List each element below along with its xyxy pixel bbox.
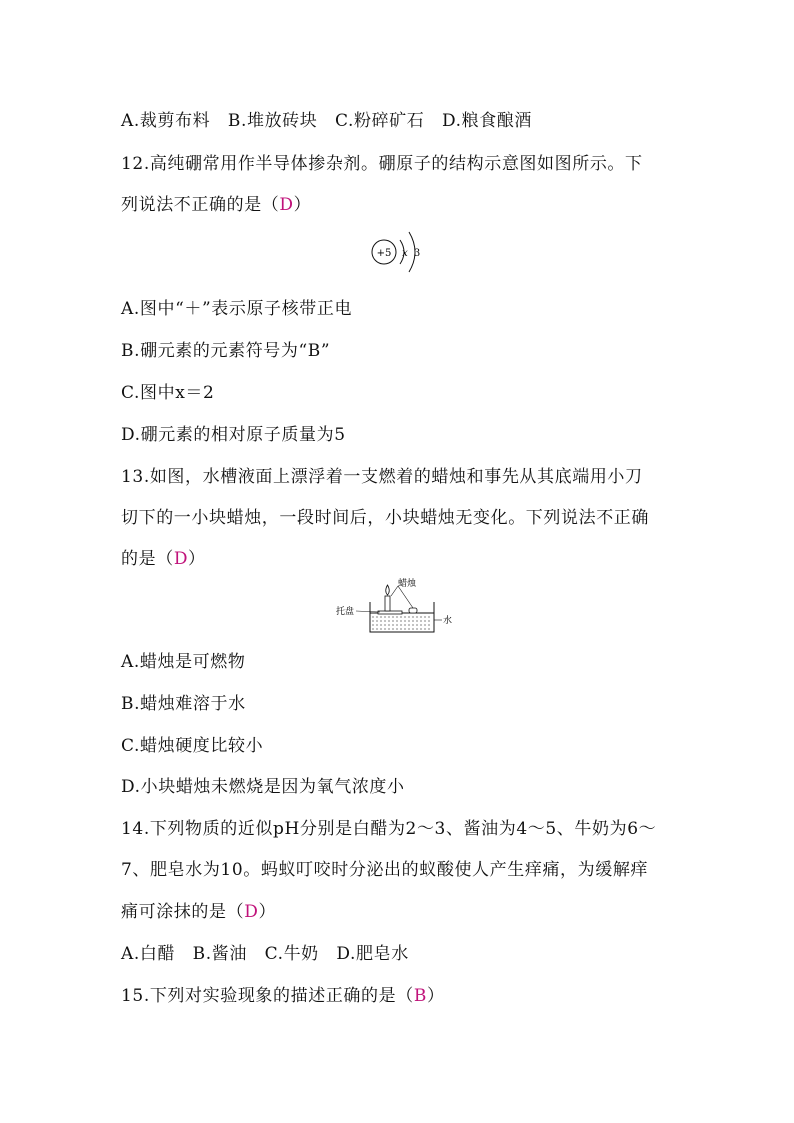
nucleus-charge: +5 (376, 248, 392, 259)
q13-option-d: D.小块蜡烛未燃烧是因为氧气浓度小 (121, 777, 405, 797)
q15-answer: B (413, 986, 427, 1006)
tray (378, 611, 402, 614)
q13-stem-line2: 切下的一小块蜡烛，一段时间后，小块蜡烛无变化。下列说法不正确 (121, 508, 649, 528)
q12-answer: D (279, 195, 294, 215)
q12-option-d: D.硼元素的相对原子质量为5 (121, 425, 346, 445)
q13-option-a: A.蜡烛是可燃物 (121, 652, 246, 672)
candle-flame (386, 585, 390, 595)
q14-stem-text: 痛可涂抹的是（ (121, 902, 245, 922)
q13-stem-text: 的是（ (121, 549, 174, 569)
q14-stem-line3 (121, 897, 276, 922)
leader-candle-2 (398, 586, 413, 608)
label-water: 水 (443, 616, 453, 626)
q14-answer: D (244, 902, 259, 922)
q12-option-a: A.图中“＋”表示原子核带正电 (121, 299, 353, 319)
q13-close-paren: ） (188, 549, 206, 569)
q12-option-c: C.图中x＝2 (121, 383, 215, 403)
q13-option-c: C.蜡烛硬度比较小 (121, 736, 264, 756)
q14-close-paren: ） (258, 902, 277, 922)
q12-option-b: B.硼元素的元素符号为“B” (121, 341, 331, 361)
small-candle-piece (409, 608, 417, 613)
q11-options: A.裁剪布料 B.堆放砖块 C.粉碎矿石 D.粮食酿酒 (121, 111, 533, 131)
q15-stem-text: 15.下列对实验现象的描述正确的是（ (121, 986, 414, 1006)
water-hatching (372, 617, 432, 629)
q14-stem-line1: 14.下列物质的近似pH分别是白醋为2～3、酱油为4～5、牛奶为6～ (121, 819, 657, 839)
q13-stem-line1: 13.如图，水槽液面上漂浮着一支燃着的蜡烛和事先从其底端用小刀 (121, 467, 643, 487)
q13-option-b: B.蜡烛难溶于水 (121, 694, 246, 714)
label-tray: 托盘 (336, 607, 355, 617)
boron-atom-diagram (368, 228, 428, 276)
q13-stem-line3 (121, 544, 206, 569)
label-candle: 蜡烛 (398, 579, 417, 589)
q12-stem-text: 列说法不正确的是（ (121, 195, 280, 215)
q13-answer: D (173, 549, 189, 569)
leader-candle (391, 586, 398, 596)
q15-close-paren: ） (426, 986, 445, 1006)
q12-stem-line2 (121, 190, 311, 215)
q14-options: A.白醋 B.酱油 C.牛奶 D.肥皂水 (121, 944, 409, 964)
candle-water-trough-diagram (336, 578, 460, 636)
shell1-electron-count: x (402, 248, 408, 259)
shell2-electron-count: 3 (413, 248, 421, 259)
q12-stem-line1: 12.高纯硼常用作半导体掺杂剂。硼原子的结构示意图如图所示。下 (121, 154, 643, 174)
q15-stem-line1 (121, 981, 445, 1006)
q14-stem-line2: 7、肥皂水为10。蚂蚁叮咬时分泌出的蚁酸使人产生痒痛，为缓解痒 (121, 860, 649, 880)
leader-tray (356, 611, 380, 612)
q12-close-paren: ） (293, 195, 312, 215)
candle (385, 596, 390, 611)
